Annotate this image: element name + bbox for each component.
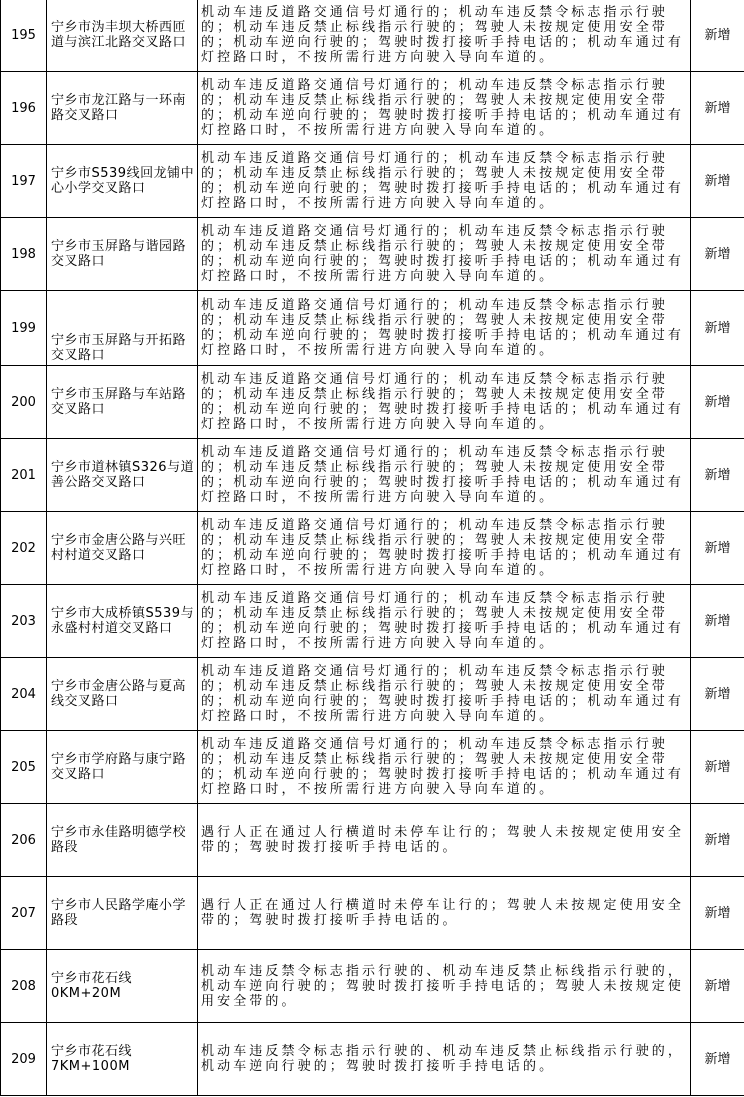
- table-row: [1, 877, 744, 950]
- table-row: [1, 1023, 744, 1096]
- table-row: [1, 439, 744, 512]
- status-cell: 新增: [691, 877, 744, 950]
- violations-cell: 机动车违反禁令标志指示行驶的、机动车违反禁止标线指示行驶的，机动车逆向行驶的；驾驶时拨打接听手持电话的。: [198, 1023, 691, 1096]
- table-row: [1, 291, 744, 366]
- location-cell: 宁乡市永佳路明德学校路段: [47, 804, 198, 877]
- violations-cell: 机动车违反道路交通信号灯通行的；机动车违反禁令标志指示行驶的；机动车违反禁止标线指示行驶的；驾驶人未按规定使用安全带的；机动车逆向行驶的；驾驶时拨打接听手持电话的；机动车通过有灯控路口时，不按所需行进方向驶入导向车道的。: [198, 731, 691, 804]
- row-number: 198: [1, 218, 47, 291]
- violations-cell: 遇行人正在通过人行横道时未停车让行的；驾驶人未按规定使用安全带的；驾驶时拨打接听手持电话的。: [198, 804, 691, 877]
- violations-cell: 机动车违反道路交通信号灯通行的；机动车违反禁令标志指示行驶的；机动车违反禁止标线指示行驶的；驾驶人未按规定使用安全带的；机动车逆向行驶的；驾驶时拨打接听手持电话的；机动车通过有灯控路口时，不按所需行进方向驶入导向车道的。: [198, 0, 691, 72]
- table-row: [1, 950, 744, 1023]
- location-cell: 宁乡市金唐公路与夏高线交叉路口: [47, 658, 198, 731]
- row-number: 195: [1, 0, 47, 72]
- violations-cell: 机动车违反道路交通信号灯通行的；机动车违反禁令标志指示行驶的；机动车违反禁止标线指示行驶的；驾驶人未按规定使用安全带的；机动车逆向行驶的；驾驶时拨打接听手持电话的；机动车通过有灯控路口时，不按所需行进方向驶入导向车道的。: [198, 512, 691, 585]
- row-number: 204: [1, 658, 47, 731]
- row-number: 200: [1, 366, 47, 439]
- row-number: 206: [1, 804, 47, 877]
- status-cell: 新增: [691, 731, 744, 804]
- status-cell: 新增: [691, 804, 744, 877]
- location-cell: 宁乡市人民路学庵小学路段: [47, 877, 198, 950]
- location-cell: 宁乡市学府路与康宁路交叉路口: [47, 731, 198, 804]
- table-row: [1, 512, 744, 585]
- status-cell: 新增: [691, 585, 744, 658]
- location-cell: 宁乡市龙江路与一环南路交叉路口: [47, 72, 198, 145]
- status-cell: 新增: [691, 366, 744, 439]
- row-number: 207: [1, 877, 47, 950]
- location-cell: 宁乡市S539线回龙铺中心小学交叉路口: [47, 145, 198, 218]
- status-cell: 新增: [691, 658, 744, 731]
- violations-cell: 机动车违反道路交通信号灯通行的；机动车违反禁令标志指示行驶的；机动车违反禁止标线指示行驶的；驾驶人未按规定使用安全带的；机动车逆向行驶的；驾驶时拨打接听手持电话的；机动车通过有灯控路口时，不按所需行进方向驶入导向车道的。: [198, 145, 691, 218]
- location-cell: 宁乡市沩丰坝大桥西匝道与滨江北路交叉路口: [47, 0, 198, 72]
- row-number: 208: [1, 950, 47, 1023]
- violations-cell: 机动车违反禁令标志指示行驶的、机动车违反禁止标线指示行驶的，机动车逆向行驶的；驾驶时拨打接听手持电话的；驾驶人未按规定使用安全带的。: [198, 950, 691, 1023]
- violations-cell: 遇行人正在通过人行横道时未停车让行的；驾驶人未按规定使用安全带的；驾驶时拨打接听手持电话的。: [198, 877, 691, 950]
- violations-cell: 机动车违反道路交通信号灯通行的；机动车违反禁令标志指示行驶的；机动车违反禁止标线指示行驶的；驾驶人未按规定使用安全带的；机动车逆向行驶的；驾驶时拨打接听手持电话的；机动车通过有灯控路口时，不按所需行进方向驶入导向车道的。: [198, 72, 691, 145]
- row-number: 203: [1, 585, 47, 658]
- row-number: 197: [1, 145, 47, 218]
- status-cell: 新增: [691, 72, 744, 145]
- row-number: 205: [1, 731, 47, 804]
- status-cell: 新增: [691, 291, 744, 366]
- location-cell: 宁乡市玉屏路与谐园路交叉路口: [47, 218, 198, 291]
- table-row: [1, 366, 744, 439]
- status-cell: 新增: [691, 512, 744, 585]
- violations-cell: 机动车违反道路交通信号灯通行的；机动车违反禁令标志指示行驶的；机动车违反禁止标线指示行驶的；驾驶人未按规定使用安全带的；机动车逆向行驶的；驾驶时拨打接听手持电话的；机动车通过有灯控路口时，不按所需行进方向驶入导向车道的。: [198, 585, 691, 658]
- table-row: [1, 804, 744, 877]
- status-cell: 新增: [691, 950, 744, 1023]
- violations-cell: 机动车违反道路交通信号灯通行的；机动车违反禁令标志指示行驶的；机动车违反禁止标线指示行驶的；驾驶人未按规定使用安全带的；机动车逆向行驶的；驾驶时拨打接听手持电话的；机动车通过有灯控路口时，不按所需行进方向驶入导向车道的。: [198, 291, 691, 366]
- location-cell: 宁乡市金唐公路与兴旺村村道交叉路口: [47, 512, 198, 585]
- table-row: [1, 72, 744, 145]
- status-cell: 新增: [691, 0, 744, 72]
- location-cell: 宁乡市花石线7KM+100M: [47, 1023, 198, 1096]
- row-number: 201: [1, 439, 47, 512]
- location-cell: 宁乡市玉屏路与车站路交叉路口: [47, 366, 198, 439]
- row-number: 202: [1, 512, 47, 585]
- violations-cell: 机动车违反道路交通信号灯通行的；机动车违反禁令标志指示行驶的；机动车违反禁止标线指示行驶的；驾驶人未按规定使用安全带的；机动车逆向行驶的；驾驶时拨打接听手持电话的；机动车通过有灯控路口时，不按所需行进方向驶入导向车道的。: [198, 439, 691, 512]
- location-cell: 宁乡市大成桥镇S539与永盛村村道交叉路口: [47, 585, 198, 658]
- table-row: [1, 218, 744, 291]
- table-row: [1, 145, 744, 218]
- status-cell: 新增: [691, 439, 744, 512]
- location-cell: 宁乡市玉屏路与开拓路交叉路口: [47, 291, 198, 366]
- row-number: 196: [1, 72, 47, 145]
- violations-cell: 机动车违反道路交通信号灯通行的；机动车违反禁令标志指示行驶的；机动车违反禁止标线指示行驶的；驾驶人未按规定使用安全带的；机动车逆向行驶的；驾驶时拨打接听手持电话的；机动车通过有灯控路口时，不按所需行进方向驶入导向车道的。: [198, 366, 691, 439]
- violations-cell: 机动车违反道路交通信号灯通行的；机动车违反禁令标志指示行驶的；机动车违反禁止标线指示行驶的；驾驶人未按规定使用安全带的；机动车逆向行驶的；驾驶时拨打接听手持电话的；机动车通过有灯控路口时，不按所需行进方向驶入导向车道的。: [198, 218, 691, 291]
- violations-cell: 机动车违反道路交通信号灯通行的；机动车违反禁令标志指示行驶的；机动车违反禁止标线指示行驶的；驾驶人未按规定使用安全带的；机动车逆向行驶的；驾驶时拨打接听手持电话的；机动车通过有灯控路口时，不按所需行进方向驶入导向车道的。: [198, 658, 691, 731]
- table-row: [1, 585, 744, 658]
- table-row: [1, 731, 744, 804]
- location-cell: 宁乡市花石线0KM+20M: [47, 950, 198, 1023]
- location-cell: 宁乡市道林镇S326与道善公路交叉路口: [47, 439, 198, 512]
- status-cell: 新增: [691, 218, 744, 291]
- status-cell: 新增: [691, 145, 744, 218]
- table-row: [1, 658, 744, 731]
- status-cell: 新增: [691, 1023, 744, 1096]
- row-number: 199: [1, 291, 47, 366]
- table-row: [1, 0, 744, 72]
- row-number: 209: [1, 1023, 47, 1096]
